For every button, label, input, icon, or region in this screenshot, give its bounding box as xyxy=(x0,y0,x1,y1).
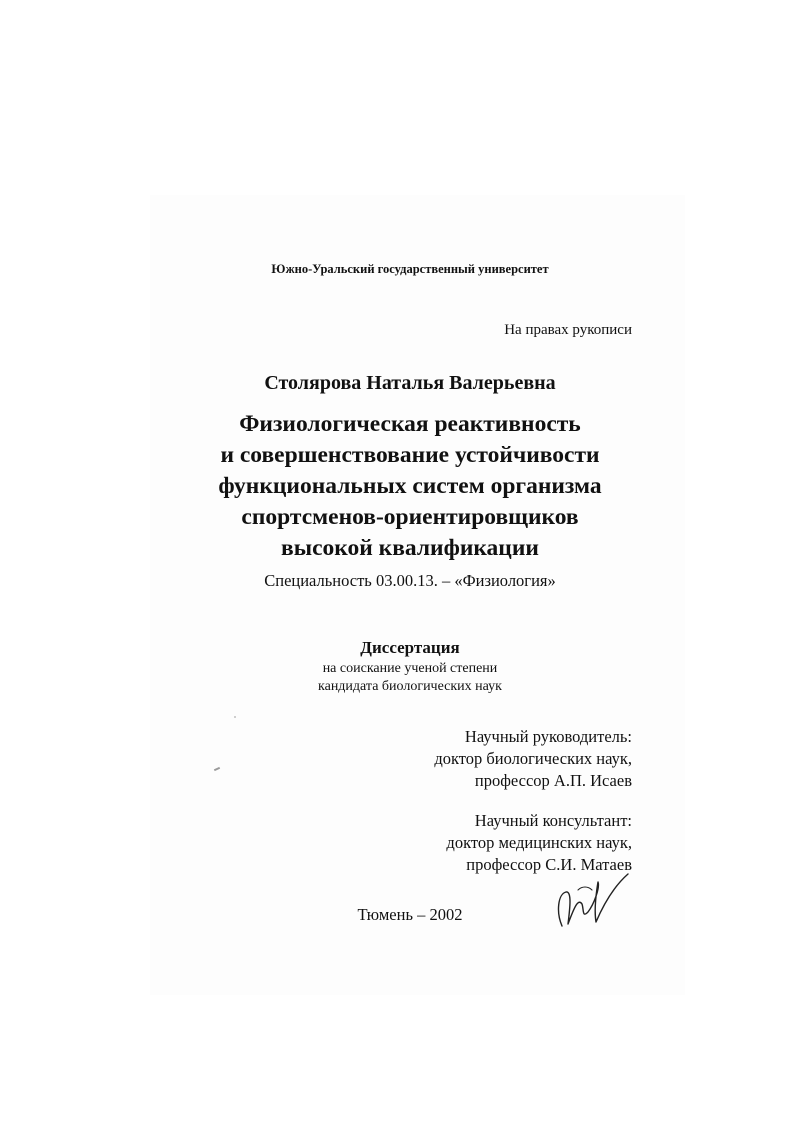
title-line: функциональных систем организма xyxy=(218,473,602,499)
consultant-role: Научный консультант: xyxy=(474,811,632,830)
dissertation-heading: Диссертация xyxy=(360,638,460,657)
title-line: Физиологическая реактивность xyxy=(239,411,581,437)
consultant-name: профессор С.И. Матаев xyxy=(466,855,632,874)
rights-note: На правах рукописи xyxy=(504,322,632,338)
title-line: высокой квалификации xyxy=(281,535,539,561)
supervisor-degree: доктор биологических наук, xyxy=(434,749,632,768)
title-line: и совершенствование устойчивости xyxy=(220,442,600,468)
city-year: Тюмень – 2002 xyxy=(357,905,463,924)
specialty: Специальность 03.00.13. – «Физиология» xyxy=(264,571,556,590)
signature-icon xyxy=(548,864,638,934)
consultant-degree: доктор медицинских наук, xyxy=(446,833,632,852)
supervisor-block xyxy=(360,726,632,792)
author-name: Столярова Наталья Валерьевна xyxy=(264,372,556,394)
degree-line-1: на соискание ученой степени xyxy=(322,661,498,676)
supervisor-name: профессор А.П. Исаев xyxy=(474,771,632,790)
title-line: спортсменов-ориентировщиков xyxy=(241,504,579,530)
supervisor-role: Научный руководитель: xyxy=(464,727,632,746)
degree-line-2: кандидата биологических наук xyxy=(318,679,502,694)
scan-speck xyxy=(234,716,236,718)
university-name: Южно-Уральский государственный университет xyxy=(271,262,549,276)
dissertation-title xyxy=(150,409,670,564)
